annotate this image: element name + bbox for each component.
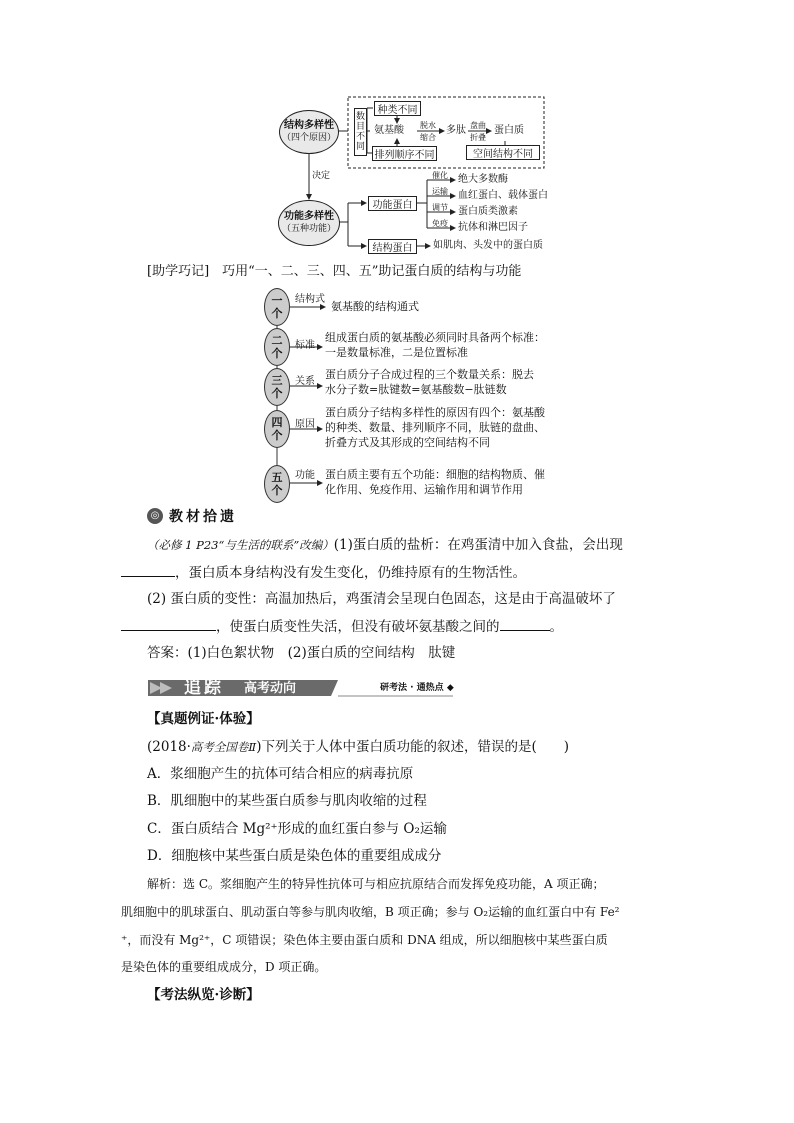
order-diff-box: 排列顺序不同 bbox=[372, 146, 437, 161]
textbook-line-4: ，使蛋白质变性失活，但没有破坏氨基酸之间的 。 bbox=[121, 616, 563, 637]
function-diversity-node: 功能多样性 （五种功能） bbox=[278, 200, 340, 246]
mnemonic-three-circle: 三 个 bbox=[264, 368, 290, 406]
banner-title: 追踪 bbox=[184, 678, 224, 698]
textbook-line-2: ，蛋白质本身结构没有发生变化，仍维持原有的生物活性。 bbox=[121, 562, 526, 583]
catalysis-label: 催化 bbox=[432, 171, 448, 180]
amino-acid-label: 氨基酸 bbox=[374, 125, 404, 136]
option-c: C．蛋白质结合 Mg²⁺形成的血红蛋白参与 O₂运输 bbox=[147, 821, 447, 837]
dehydration-label: 脱水 缩合 bbox=[420, 121, 436, 142]
textbook-icon: ◎ bbox=[147, 508, 163, 524]
blank-1[interactable] bbox=[121, 562, 175, 577]
option-d: D．细胞核中某些蛋白质是染色体的重要组成成分 bbox=[147, 848, 442, 864]
mnemonic-four-circle: 四 个 bbox=[264, 410, 290, 448]
mnemonic-one-text: 氨基酸的结构通式 bbox=[331, 300, 419, 313]
functional-protein-box: 功能蛋白 bbox=[368, 196, 417, 211]
mnemonic-two-key: 标准 bbox=[295, 340, 315, 351]
folding-label: 盘曲 折叠 bbox=[470, 121, 486, 142]
transport-label: 运输 bbox=[432, 187, 448, 196]
mnemonic-five-circle: 五 个 bbox=[264, 465, 290, 503]
tip-heading: [助学巧记] 巧用“一、二、三、四、五”助记蛋白质的结构与功能 bbox=[147, 264, 522, 279]
exam-heading: 【真题例证·体验】 bbox=[147, 711, 260, 727]
enzymes-label: 绝大多数酶 bbox=[458, 174, 508, 185]
mnemonic-three-text: 蛋白质分子合成过程的三个数量关系：脱去 水分子数=肽键数=氨基酸数−肽链数 bbox=[325, 368, 534, 396]
textbook-line-3: (2) 蛋白质的变性：高温加热后，鸡蛋清会呈现白色固态，这是由于高温破坏了 bbox=[147, 591, 616, 607]
determines-label: 决定 bbox=[312, 171, 331, 181]
banner-subtitle: 高考动向 bbox=[244, 681, 297, 696]
textbook-heading: ◎ 教材拾遗 bbox=[147, 506, 237, 526]
blank-3[interactable] bbox=[500, 616, 550, 631]
polypeptide-label: 多肽 bbox=[446, 125, 466, 136]
option-a: A．浆细胞产生的抗体可结合相应的病毒抗原 bbox=[147, 766, 414, 782]
antibodies-label: 抗体和淋巴因子 bbox=[458, 222, 528, 233]
mnemonic-five-key: 功能 bbox=[295, 470, 315, 481]
structural-protein-box: 结构蛋白 bbox=[368, 239, 417, 254]
trace-banner bbox=[148, 677, 453, 699]
protein-label: 蛋白质 bbox=[494, 125, 524, 136]
hormones-label: 蛋白质类激素 bbox=[458, 206, 518, 217]
structure-diversity-node: 结构多样性 （四个原因） bbox=[279, 110, 339, 154]
mnemonic-three-key: 关系 bbox=[295, 376, 315, 387]
mnemonic-four-text: 蛋白质分子结构多样性的原因有四个：氨基酸 的种类、数量、排列顺序不同，肽链的盘曲、 折叠方式及其形成的空间结构不同 bbox=[325, 406, 545, 449]
immunity-label: 免疫 bbox=[432, 219, 448, 228]
banner-right-label: 研考法 · 通热点 ◆ bbox=[380, 683, 454, 693]
mnemonic-five-text: 蛋白质主要有五个功能：细胞的结构物质、催 化作用、免疫作用、运输作用和调节作用 bbox=[325, 468, 545, 496]
analysis-line-1: 解析：选 C。浆细胞产生的特异性抗体可与相应抗原结合而发挥免疫功能，A 项正确； bbox=[147, 877, 605, 891]
spatial-diff-box: 空间结构不同 bbox=[466, 145, 540, 160]
type-diff-box: 种类不同 bbox=[374, 101, 421, 116]
mnemonic-one-key: 结构式 bbox=[295, 294, 325, 305]
regulation-label: 调节 bbox=[432, 203, 448, 212]
textbook-line-1: （必修 1 P23“与生活的联系”改编）(1)蛋白质的盐析：在鸡蛋清中加入食盐，会出现 bbox=[147, 537, 623, 553]
quantity-diff-box: 数 目 不 同 bbox=[354, 108, 367, 156]
analysis-line-2: 肌细胞中的肌球蛋白、肌动蛋白等参与肌肉收缩，B 项正确；参与 O₂运输的血红蛋白中有 Fe² bbox=[121, 905, 620, 919]
option-b: B．肌细胞中的某些蛋白质参与肌肉收缩的过程 bbox=[147, 793, 427, 809]
hemoglobin-label: 血红蛋白、载体蛋白 bbox=[458, 190, 548, 201]
structural-example-label: 如肌肉、头发中的蛋白质 bbox=[433, 240, 543, 251]
exam-question: (2018·高考全国卷Ⅱ)下列关于人体中蛋白质功能的叙述，错误的是( ) bbox=[147, 739, 570, 755]
analysis-line-3: ⁺，而没有 Mg²⁺，C 项错误；染色体主要由蛋白质和 DNA 组成，所以细胞核中某些蛋白质 bbox=[121, 933, 608, 947]
textbook-answer: 答案：(1)白色絮状物 (2)蛋白质的空间结构 肽键 bbox=[147, 645, 456, 661]
mnemonic-one-circle: 一 个 bbox=[264, 288, 290, 326]
blank-2[interactable] bbox=[121, 616, 216, 631]
review-heading: 【考法纵览·诊断】 bbox=[147, 987, 260, 1003]
mnemonic-two-circle: 二 个 bbox=[264, 328, 290, 366]
mnemonic-four-key: 原因 bbox=[295, 419, 315, 430]
mnemonic-two-text: 组成蛋白质的氨基酸必须同时具备两个标准： 一是数量标准，二是位置标准 bbox=[325, 331, 545, 359]
analysis-line-4: 是染色体的重要组成成分，D 项正确。 bbox=[121, 960, 327, 974]
